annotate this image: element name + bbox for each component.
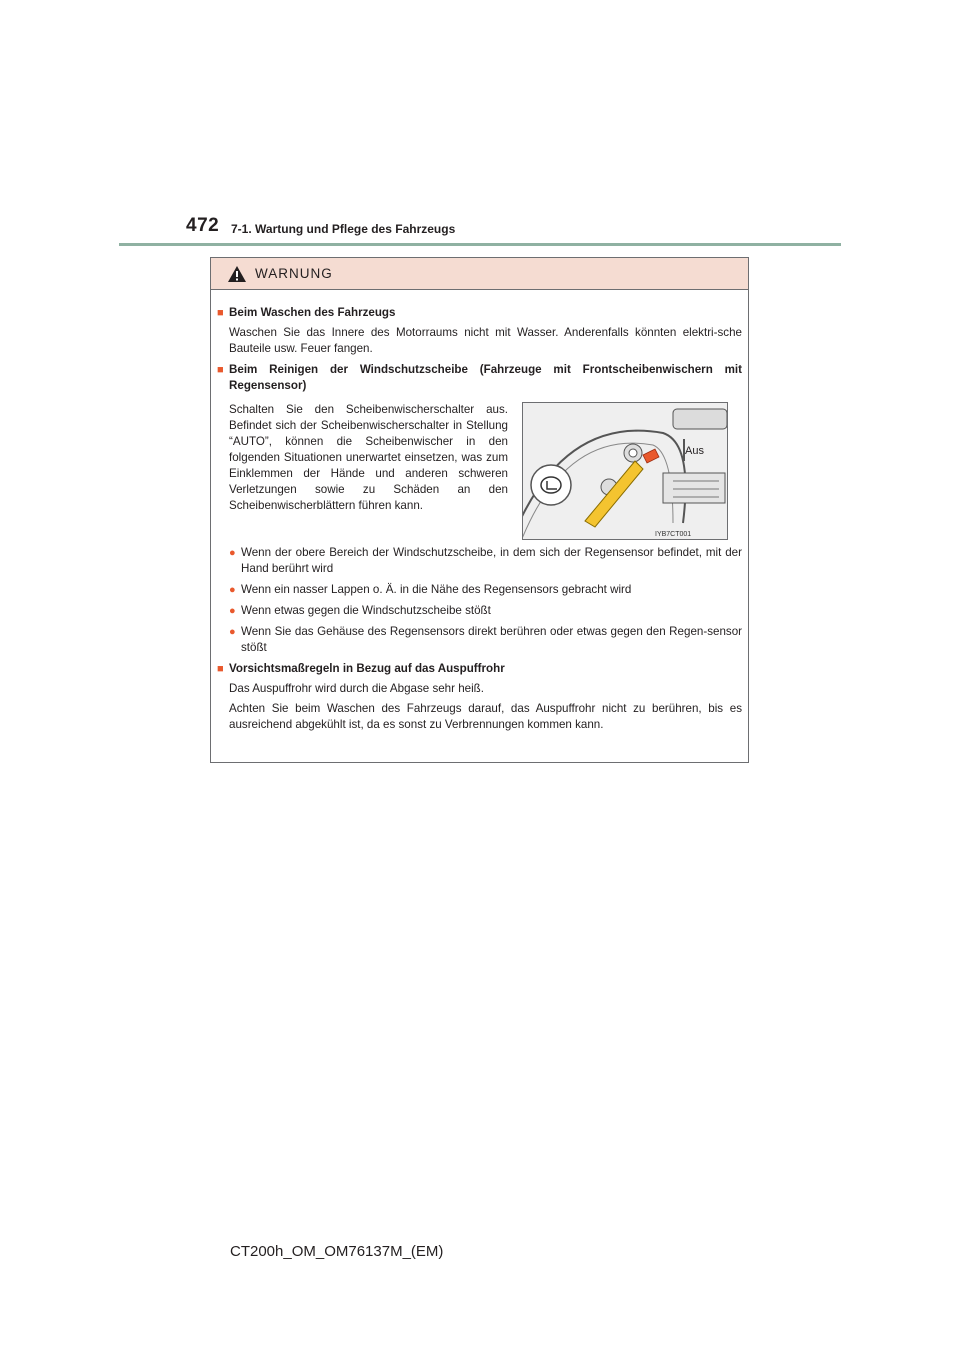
figure-code: IYB7CT001 (655, 531, 692, 538)
dot-bullet-icon: ● (229, 547, 236, 559)
square-bullet-icon: ■ (217, 663, 224, 675)
section-heading-windshield: ■ Beim Reinigen der Windschutzscheibe (Fahrzeuge mit Frontscheibenwischern mit Regensensor) (217, 363, 742, 392)
section-text-windshield: Schalten Sie den Scheibenwischerschalter aus. Befindet sich der Scheibenwischerschalter in Stellung “AUTO”, können die Scheibenwischer in den folgenden Situationen unerwartet einsetzen, was zum Einklemmen der Hände und anderen schweren Verletzungen sowie zu Schäden an den Scheibenwischerblättern führen kann. (229, 403, 508, 512)
section-text-washing: Waschen Sie das Innere des Motorraums nicht mit Wasser. Anderenfalls könnten elektri-sche Bauteile usw. Feuer fangen. (229, 326, 742, 355)
warning-box (210, 257, 749, 763)
square-bullet-icon: ■ (217, 364, 224, 376)
wiper-switch-figure (522, 402, 728, 540)
section-title: 7-1. Wartung und Pflege des Fahrzeugs (231, 222, 456, 236)
warning-triangle-icon (227, 265, 247, 283)
header-rule (119, 243, 841, 246)
section-text-exhaust-1: Das Auspuffrohr wird durch die Abgase sehr heiß. (229, 682, 484, 695)
steering-wheel-illustration (523, 403, 727, 539)
dot-bullet-icon: ● (229, 584, 236, 596)
list-item: ● Wenn Sie das Gehäuse des Regensensors direkt berühren oder etwas gegen den Regen-sensor stößt (229, 625, 742, 654)
warning-title: WARNUNG (255, 266, 333, 281)
wiper-row (229, 402, 742, 540)
list-item: ● Wenn etwas gegen die Windschutzscheibe stößt (229, 604, 491, 617)
list-item: ● Wenn der obere Bereich der Windschutzscheibe, in dem sich der Regensensor befindet, mit der Hand berührt wird (229, 546, 742, 575)
dot-bullet-icon: ● (229, 626, 236, 638)
footer-doc-id: CT200h_OM_OM76137M_(EM) (230, 1243, 444, 1260)
section-heading-exhaust: ■ Vorsichtsmaßregeln in Bezug auf das Auspuffrohr (217, 662, 505, 675)
page-number: 472 (186, 215, 220, 236)
warning-body (211, 290, 748, 733)
section-heading-washing: ■ Beim Waschen des Fahrzeugs (217, 306, 396, 319)
warning-header (211, 258, 748, 290)
list-item: ● Wenn ein nasser Lappen o. Ä. in die Nähe des Regensensors gebracht wird (229, 583, 632, 596)
square-bullet-icon: ■ (217, 307, 224, 319)
figure-label-aus: Aus (685, 445, 704, 457)
dot-bullet-icon: ● (229, 605, 236, 617)
section-text-exhaust-2: Achten Sie beim Waschen des Fahrzeugs darauf, das Auspuffrohr nicht zu berühren, bis es ausreichend abgekühlt ist, da es sonst zu Verbrennungen kommen kann. (229, 702, 742, 731)
